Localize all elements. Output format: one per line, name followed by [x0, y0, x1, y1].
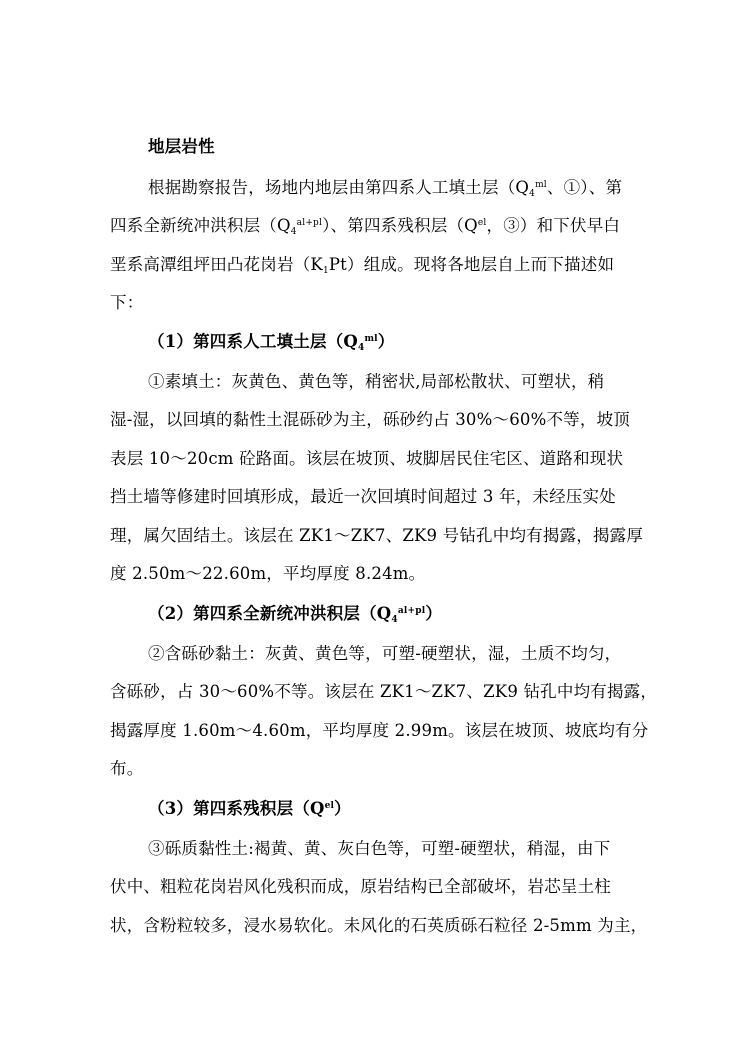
section1-line-6: 度 2.50m～22.60m，平均厚度 8.24m。	[110, 564, 426, 583]
section2-line-1: ②含砾砂黏土：灰黄、黄色等，可塑-硬塑状，湿，土质不均匀，	[148, 644, 622, 663]
intro-line-2: 四系全新统冲洪积层$(Q_4^{al+pl})$、第四系残积层（$Q^{el}$，③）和下伏早白	[110, 216, 621, 237]
section1-line-2: 湿-湿，以回填的黏性土混砾砂为主，砾砂约占 30%～60%不等，坡顶	[110, 410, 630, 429]
section1-line-3: 表层 10～20cm 砼路面。该层在坡顶、坡脚居民住宅区、道路和现状	[110, 449, 624, 468]
section3-line-1: ③砾质黏性土:褐黄、黄、灰白色等，可塑-硬塑状，稍湿，由下	[148, 839, 611, 858]
intro-line-4: 下：	[110, 293, 144, 312]
section3-line-2: 伏中、粗粒花岗岩风化残积而成，原岩结构已全部破坏，岩芯呈土柱	[110, 877, 611, 896]
section3-line-3: 状，含粉粒较多，浸水易软化。未风化的石英质砾石粒径 2-5mm 为主，	[110, 916, 648, 935]
intro-line-1: 根据勘察报告，场地内地层由第四系人工填土层（$Q_4^{ml}$、①）、第	[148, 178, 623, 199]
intro-line-3: 垩系高潭组坪田凸花岗岩$(K_1Pt)$组成。现将各地层自上而下描述如	[110, 255, 615, 276]
section2-line-2: 含砾砂，占 30～60%不等。该层在 ZK1～ZK7、ZK9 钻孔中均有揭露，	[110, 682, 658, 701]
section2-title: （2）第四系全新统冲洪积层$(Q_4^{al+pl})$	[148, 604, 443, 625]
section-heading: 地层岩性	[148, 137, 215, 156]
section2-line-4: 布。	[110, 759, 144, 778]
section1-line-5: 理，属欠固结土。该层在 ZK1～ZK7、ZK9 号钻孔中均有揭露，揭露厚	[110, 526, 644, 545]
section1-line-4: 挡土墙等修建时回填形成，最近一次回填时间超过 3 年，未经压实处	[110, 487, 616, 506]
section3-title: （3）第四系残积层$(Q^{el})$	[148, 799, 351, 818]
section2-line-3: 揭露厚度 1.60m～4.60m，平均厚度 2.99m。该层在坡顶、坡底均有分	[110, 721, 649, 740]
section1-title: （1）第四系人工填土层$(Q_4^{ml})$	[148, 332, 395, 353]
section1-line-1: ①素填土：灰黄色、黄色等，稍密状,局部松散状、可塑状，稍	[148, 372, 605, 391]
